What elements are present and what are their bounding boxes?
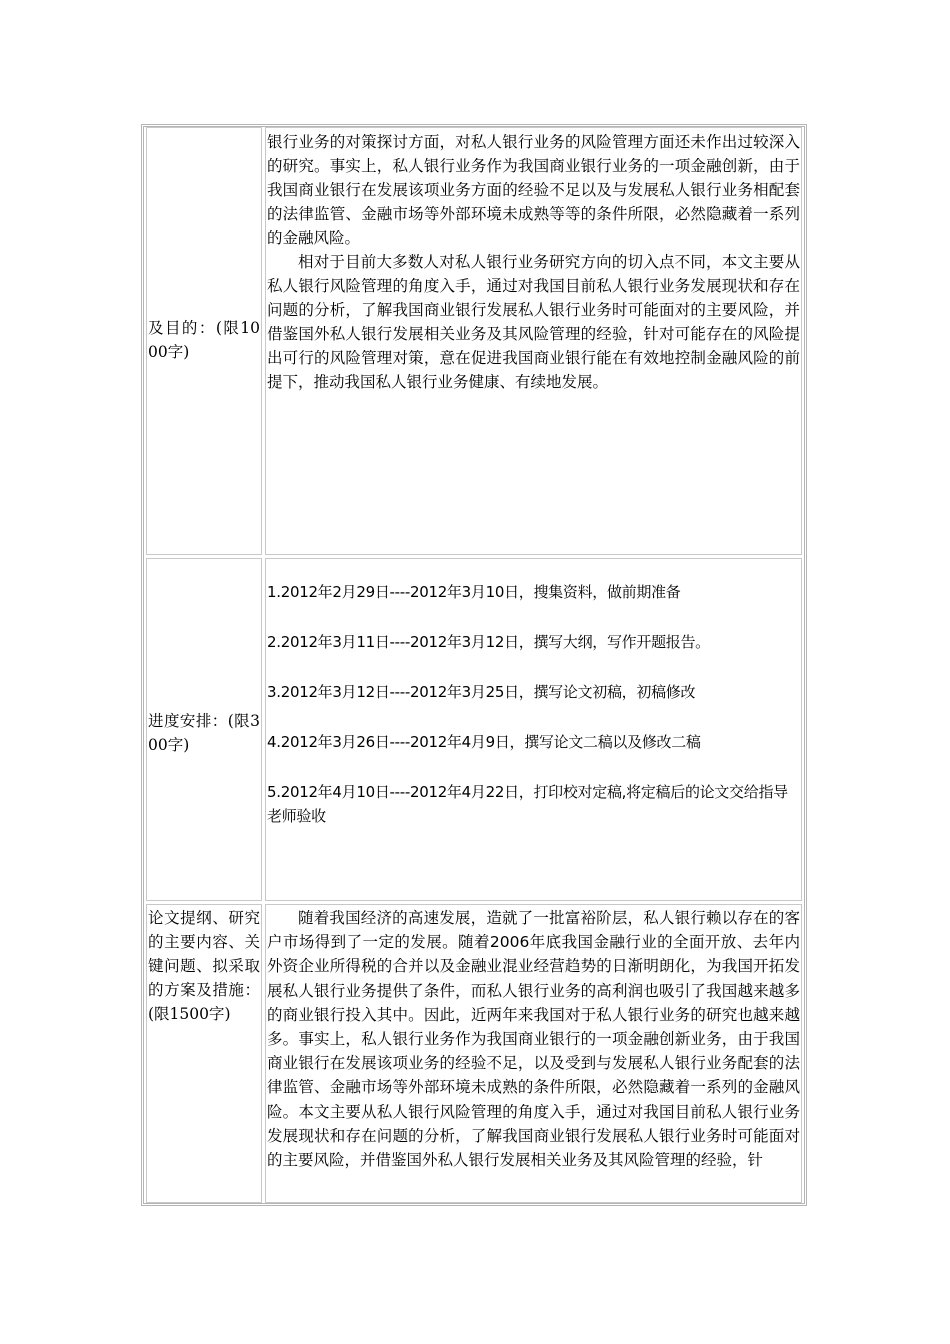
content-cell-outline	[265, 904, 802, 1203]
label-outline: 论文提纲、研究的主要内容、关键问题、拟采取的方案及措施：(限1500字)	[148, 909, 260, 1023]
label-cell-purpose	[146, 127, 262, 555]
proposal-table	[141, 124, 807, 1206]
outline-paragraph: 随着我国经济的高速发展，造就了一批富裕阶层，私人银行赖以存在的客户市场得到了一定的发展。随着2006年底我国金融行业的全面开放、去年内外资企业所得税的合并以及金融业混业经营趋势的日渐明朗化，为我国开拓发展私人银行业务提供了条件，而私人银行业务的高利润也吸引了我国越来越多的商业银行投入其中。因此，近两年来我国对于私人银行业务的研究也越来越多。事实上，私人银行业务作为我国商业银行的一项金融创新业务，由于我国商业银行在发展该项业务的经验不足，以及受到与发展私人银行业务配套的法律监管、金融市场等外部环境未成熟的条件所限，必然隐藏着一系列的金融风险。本文主要从私人银行风险管理的角度入手，通过对我国目前私人银行业务发展现状和存在问题的分析，了解我国商业银行发展私人银行业务时可能面对的主要风险，并借鉴国外私人银行发展相关业务及其风险管理的经验，针	[267, 909, 800, 1170]
schedule-item-4: 4.2012年3月26日----2012年4月9日，撰写论文二稿以及修改二稿	[267, 733, 701, 751]
schedule-item-2: 2.2012年3月11日----2012年3月12日，撰写大纲，写作开题报告。	[267, 633, 710, 651]
schedule-item-3: 3.2012年3月12日----2012年3月25日，撰写论文初稿，初稿修改	[267, 683, 696, 701]
table-row-purpose	[144, 127, 804, 555]
purpose-paragraph-1: 银行业务的对策探讨方面，对私人银行业务的风险管理方面还未作出过较深入的研究。事实上，私人银行业务作为我国商业银行业务的一项金融创新，由于我国商业银行在发展该项业务方面的经验不足以及与发展私人银行业务相配套的法律监管、金融市场等外部环境未成熟等等的条件所限，必然隐藏着一系列的金融风险。	[267, 133, 800, 247]
purpose-paragraph-2: 相对于目前大多数人对私人银行业务研究方向的切入点不同，本文主要从私人银行风险管理的角度入手，通过对我国目前私人银行业务发展现状和存在问题的分析，了解我国商业银行发展私人银行业务时可能面对的主要风险，并借鉴国外私人银行发展相关业务及其风险管理的经验，针对可能存在的风险提出可行的风险管理对策，意在促进我国商业银行能在有效地控制金融风险的前提下，推动我国私人银行业务健康、有续地发展。	[267, 253, 800, 391]
label-schedule: 进度安排：(限300字)	[148, 712, 260, 754]
label-purpose: 及目的：(限1000字)	[148, 319, 260, 361]
content-cell-purpose	[265, 127, 802, 555]
schedule-item-5: 5.2012年4月10日----2012年4月22日，打印校对定稿,将定稿后的论文交给指导老师验收	[267, 783, 788, 825]
schedule-item-1: 1.2012年2月29日----2012年3月10日，搜集资料，做前期准备	[267, 583, 681, 601]
table-row-schedule	[144, 558, 804, 901]
label-cell-schedule	[146, 558, 262, 901]
table-row-outline	[144, 904, 804, 1203]
content-cell-schedule	[265, 558, 802, 901]
label-cell-outline	[146, 904, 262, 1203]
